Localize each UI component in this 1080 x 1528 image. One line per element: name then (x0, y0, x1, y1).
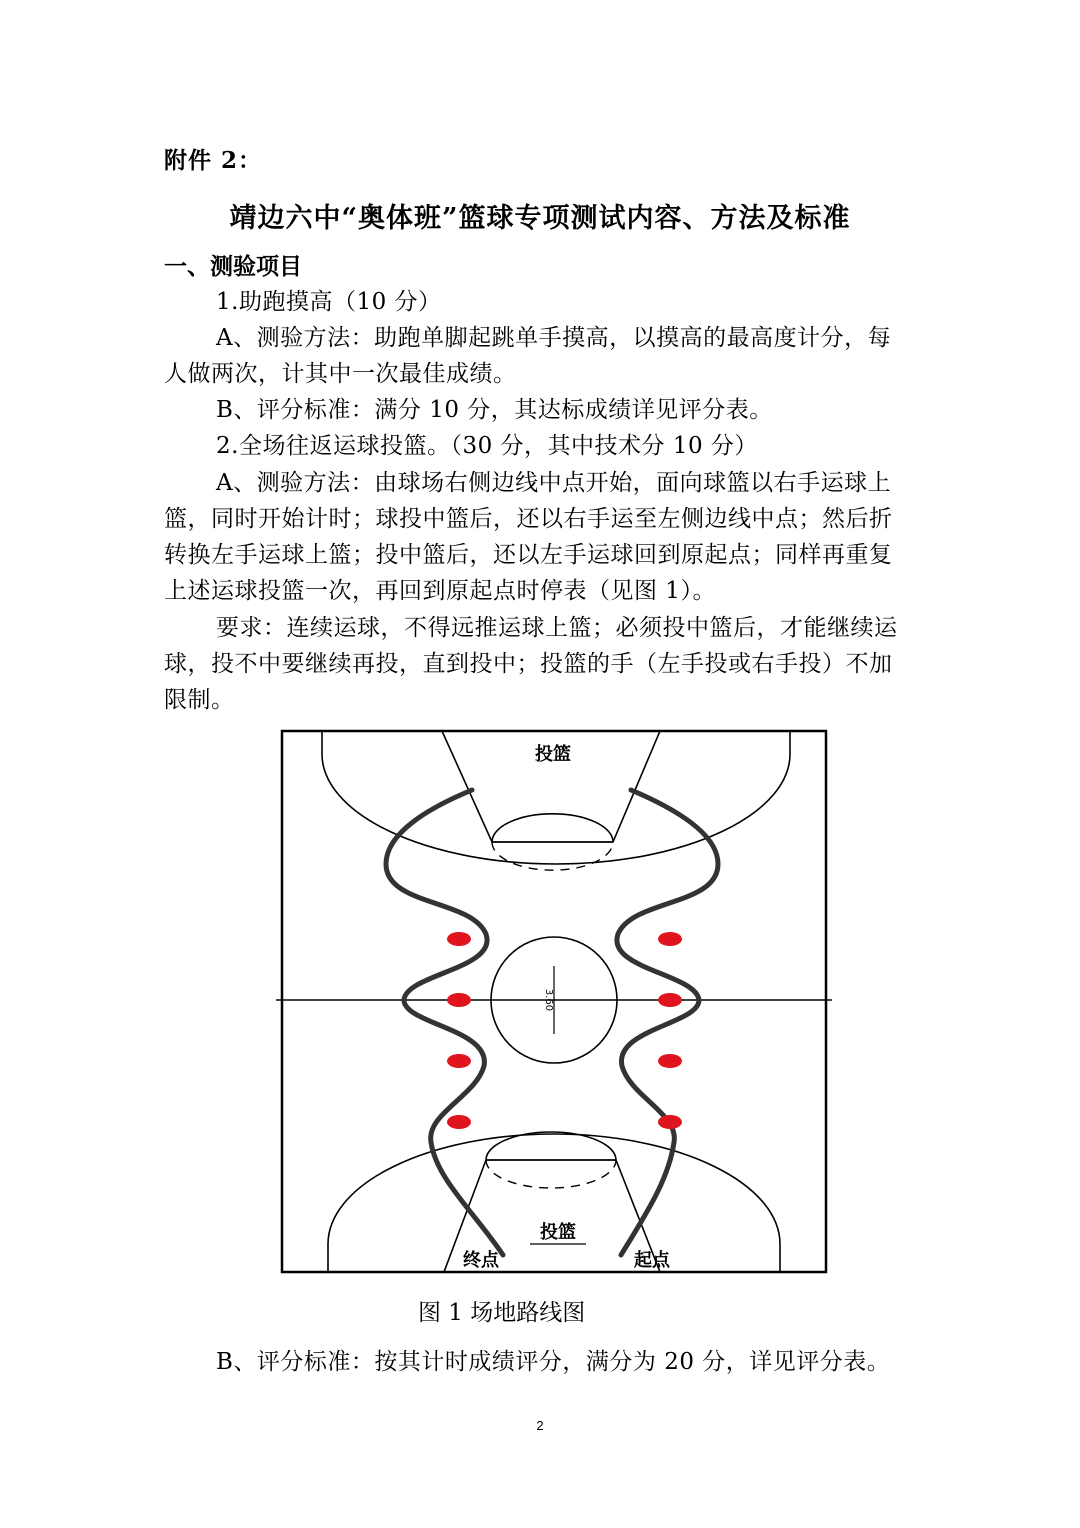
item2-method-line4: 上述运球投篮一次，再回到原起点时停表（见图 1）。 (164, 578, 716, 604)
marker-cone (447, 1115, 471, 1129)
item2-method-line3: 转换左手运球上篮；投中篮后，还以左手运球回到原起点；同样再重复 (164, 542, 893, 568)
section-heading: 一、测验项目 (164, 253, 302, 280)
court-route-diagram (276, 724, 832, 1276)
item2-method-line2: 篮，同时开始计时；球投中篮后，还以右手运至左侧边线中点；然后折 (164, 506, 893, 532)
marker-cone (658, 1115, 682, 1129)
left-route-path (386, 790, 503, 1255)
court-markings (322, 731, 790, 1272)
item1-heading: 1.助跑摸高（10 分） (216, 289, 442, 315)
bottom-three-point-line (328, 1134, 780, 1272)
right-route-path (617, 790, 718, 1255)
marker-cone (658, 1054, 682, 1068)
end-point-label: 终点 (463, 1250, 499, 1271)
requirement-line2: 球，投不中要继续再投，直到投中；投篮的手（左手投或右手投）不加 (164, 651, 893, 677)
item2-heading: 2.全场往返运球投篮。（30 分，其中技术分 10 分） (216, 433, 758, 459)
item2-method-line1: A、测验方法：由球场右侧边线中点开始，面向球篮以右手运球上 (216, 470, 892, 496)
start-point-label: 起点 (634, 1250, 670, 1271)
center-circle-label: 3.60 (543, 988, 554, 1012)
top-shoot-label: 投篮 (535, 744, 571, 765)
item1-method-line2: 人做两次，计其中一次最佳成绩。 (164, 361, 517, 387)
item1-method-line1: A、测验方法：助跑单脚起跳单手摸高，以摸高的最高度计分，每 (216, 325, 892, 351)
marker-cone (658, 993, 682, 1007)
marker-cone (447, 1054, 471, 1068)
requirement-line1: 要求：连续运球，不得远推运球上篮；必须投中篮后，才能继续运 (216, 615, 898, 641)
page-number: 2 (536, 1418, 544, 1433)
marker-cone (658, 932, 682, 946)
item2-standard: B、评分标准：按其计时成绩评分，满分为 20 分，详见评分表。 (216, 1349, 891, 1375)
figure-caption: 图 1 场地路线图 (418, 1300, 586, 1326)
marker-cone (447, 993, 471, 1007)
requirement-line3: 限制。 (164, 687, 235, 713)
annex-label: 附件 2： (164, 147, 263, 174)
document-title: 靖边六中“奥体班”篮球专项测试内容、方法及标准 (229, 203, 851, 234)
bottom-shoot-label: 投篮 (540, 1222, 576, 1243)
marker-cone (447, 932, 471, 946)
item1-standard: B、评分标准：满分 10 分，其达标成绩详见评分表。 (216, 397, 773, 423)
